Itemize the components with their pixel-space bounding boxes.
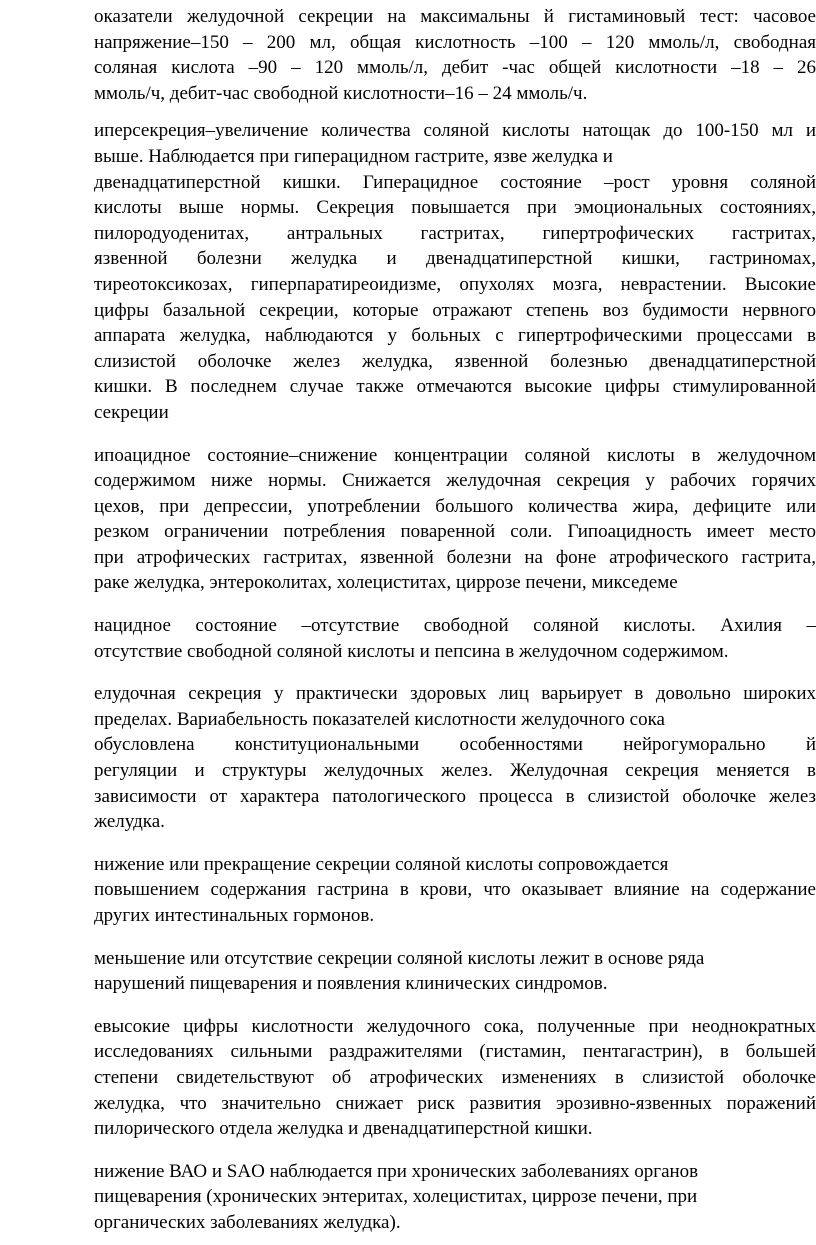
text-line: меньшение или отсутствие секреции соляной кислоты лежит в основе ряда: [94, 947, 705, 969]
text-line: соляная кислота –90 – 120 ммоль/л, дебит -час общей кислотности –18 – 26: [94, 57, 816, 79]
paragraph-hypersecretion: [94, 118, 816, 425]
text-line: тиреотоксикозах, гиперпаратиреоидизме, опухолях мозга, неврастении. Высокие: [94, 273, 816, 295]
text-line: отсутствие свободной соляной кислоты и пепсина в желудочном содержимом.: [94, 640, 729, 662]
text-line: других интестинальных гормонов.: [94, 905, 375, 926]
text-line: пилорического отдела желудка и двенадцатиперстной кишки.: [94, 1118, 593, 1140]
text-line: кислоты выше нормы. Секреция повышается при эмоциональных состояниях,: [94, 197, 816, 219]
text-line: язвенной болезни желудка и двенадцатиперстной кишки, гастриномах,: [94, 248, 816, 270]
text-line: иперсекреция–увеличение количества соляной кислоты натощак до 100-150 мл и: [94, 120, 816, 142]
text-line: регуляции и структуры желудочных желез. Желудочная секреция меняется в: [94, 760, 816, 782]
paragraph-gastrin-levels: [94, 852, 816, 929]
document-page: [94, 4, 816, 1245]
text-line: ммоль/ч, дебит-час свободной кислотности–16 – 24 ммоль/ч.: [94, 82, 588, 104]
paragraph-low-acidity-findings: [94, 1014, 816, 1142]
text-line: аппарата желудка, наблюдаются у больных с гипертрофическими процессами в: [94, 325, 816, 347]
text-line: резком ограничении потребления поваренной соли. Гипоацидность имеет место: [94, 521, 816, 543]
text-line: при атрофических гастритах, язвенной болезни на фоне атрофического гастрита,: [94, 546, 816, 568]
text-line: секреции: [94, 401, 169, 423]
text-line: желудка.: [94, 811, 165, 833]
paragraph-secretion-variability: [94, 681, 816, 835]
text-line: зависимости от характера патологического процесса в слизистой оболочке желез: [94, 785, 816, 807]
text-line: двенадцатиперстной кишки. Гиперацидное состояние –рост уровня соляной: [94, 171, 816, 193]
text-line: выше. Наблюдается при гиперацидном гастрите, язве желудка и: [94, 145, 613, 167]
text-line: евысокие цифры кислотности желудочного сока, полученные при неоднократных: [94, 1015, 816, 1037]
paragraph-gastric-secretion-values: [94, 4, 816, 106]
text-line: исследованиях сильными раздражителями (гистамин, пентагастрин), в большей: [94, 1041, 816, 1063]
text-line: пищеварения (хронических энтеритах, холециститах, циррозе печени, при: [94, 1186, 698, 1208]
text-line: нарушений пищеварения и появления клинических синдромов.: [94, 973, 608, 995]
text-line: нацидное состояние –отсутствие свободной соляной кислоты. Ахилия –: [94, 615, 816, 637]
text-line: напряжение–150 – 200 мл, общая кислотность –100 – 120 ммоль/л, свободная: [94, 31, 816, 53]
text-line: нижение ВАО и SAO наблюдается при хронических заболеваниях органов: [94, 1160, 699, 1182]
text-line: желудка, что значительно снижает риск развития эрозивно-язвенных поражений: [94, 1092, 816, 1114]
text-line: цифры базальной секреции, которые отражают степень воз будимости нервного: [94, 299, 816, 321]
text-line: обусловлена конституциональными особенностями нейрогуморально й: [94, 734, 816, 756]
paragraph-bao-sao-decrease: [94, 1159, 816, 1236]
text-line: содержимом ниже нормы. Снижается желудочная секреция у рабочих горячих: [94, 470, 816, 492]
paragraph-hypoacid-state: [94, 443, 816, 597]
text-line: повышением содержания гастрина в крови, что оказывает влияние на содержание: [94, 879, 816, 901]
text-line: органических заболеваниях желудка).: [94, 1211, 401, 1233]
text-line: слизистой оболочке желез желудка, язвенной болезнью двенадцатиперстной: [94, 350, 816, 372]
text-line: пилородуоденитах, антральных гастритах, гипертрофических гастритах,: [94, 222, 816, 244]
text-line: ипоацидное состояние–снижение концентрации соляной кислоты в желудочном: [94, 444, 816, 466]
text-line: раке желудка, энтероколитах, холециститах, циррозе печени, микседеме: [94, 572, 678, 594]
text-line: нижение или прекращение секреции соляной кислоты сопровождается: [94, 853, 669, 875]
text-line: кишки. В последнем случае также отмечаются высокие цифры стимулированной: [94, 376, 816, 398]
text-line: степени свидетельствуют об атрофических изменениях в слизистой оболочке: [94, 1066, 816, 1088]
text-line: цехов, при депрессии, употреблении большого количества жира, дефиците или: [94, 495, 816, 517]
text-line: пределах. Вариабельность показателей кислотности желудочного сока: [94, 708, 665, 730]
paragraph-anacid-state: [94, 613, 816, 664]
text-line: елудочная секреция у практически здоровых лиц варьирует в довольно широких: [94, 683, 816, 705]
text-line: оказатели желудочной секреции на максимальны й гистаминовый тест: часовое: [94, 6, 816, 27]
paragraph-digestion-disorders: [94, 946, 816, 997]
